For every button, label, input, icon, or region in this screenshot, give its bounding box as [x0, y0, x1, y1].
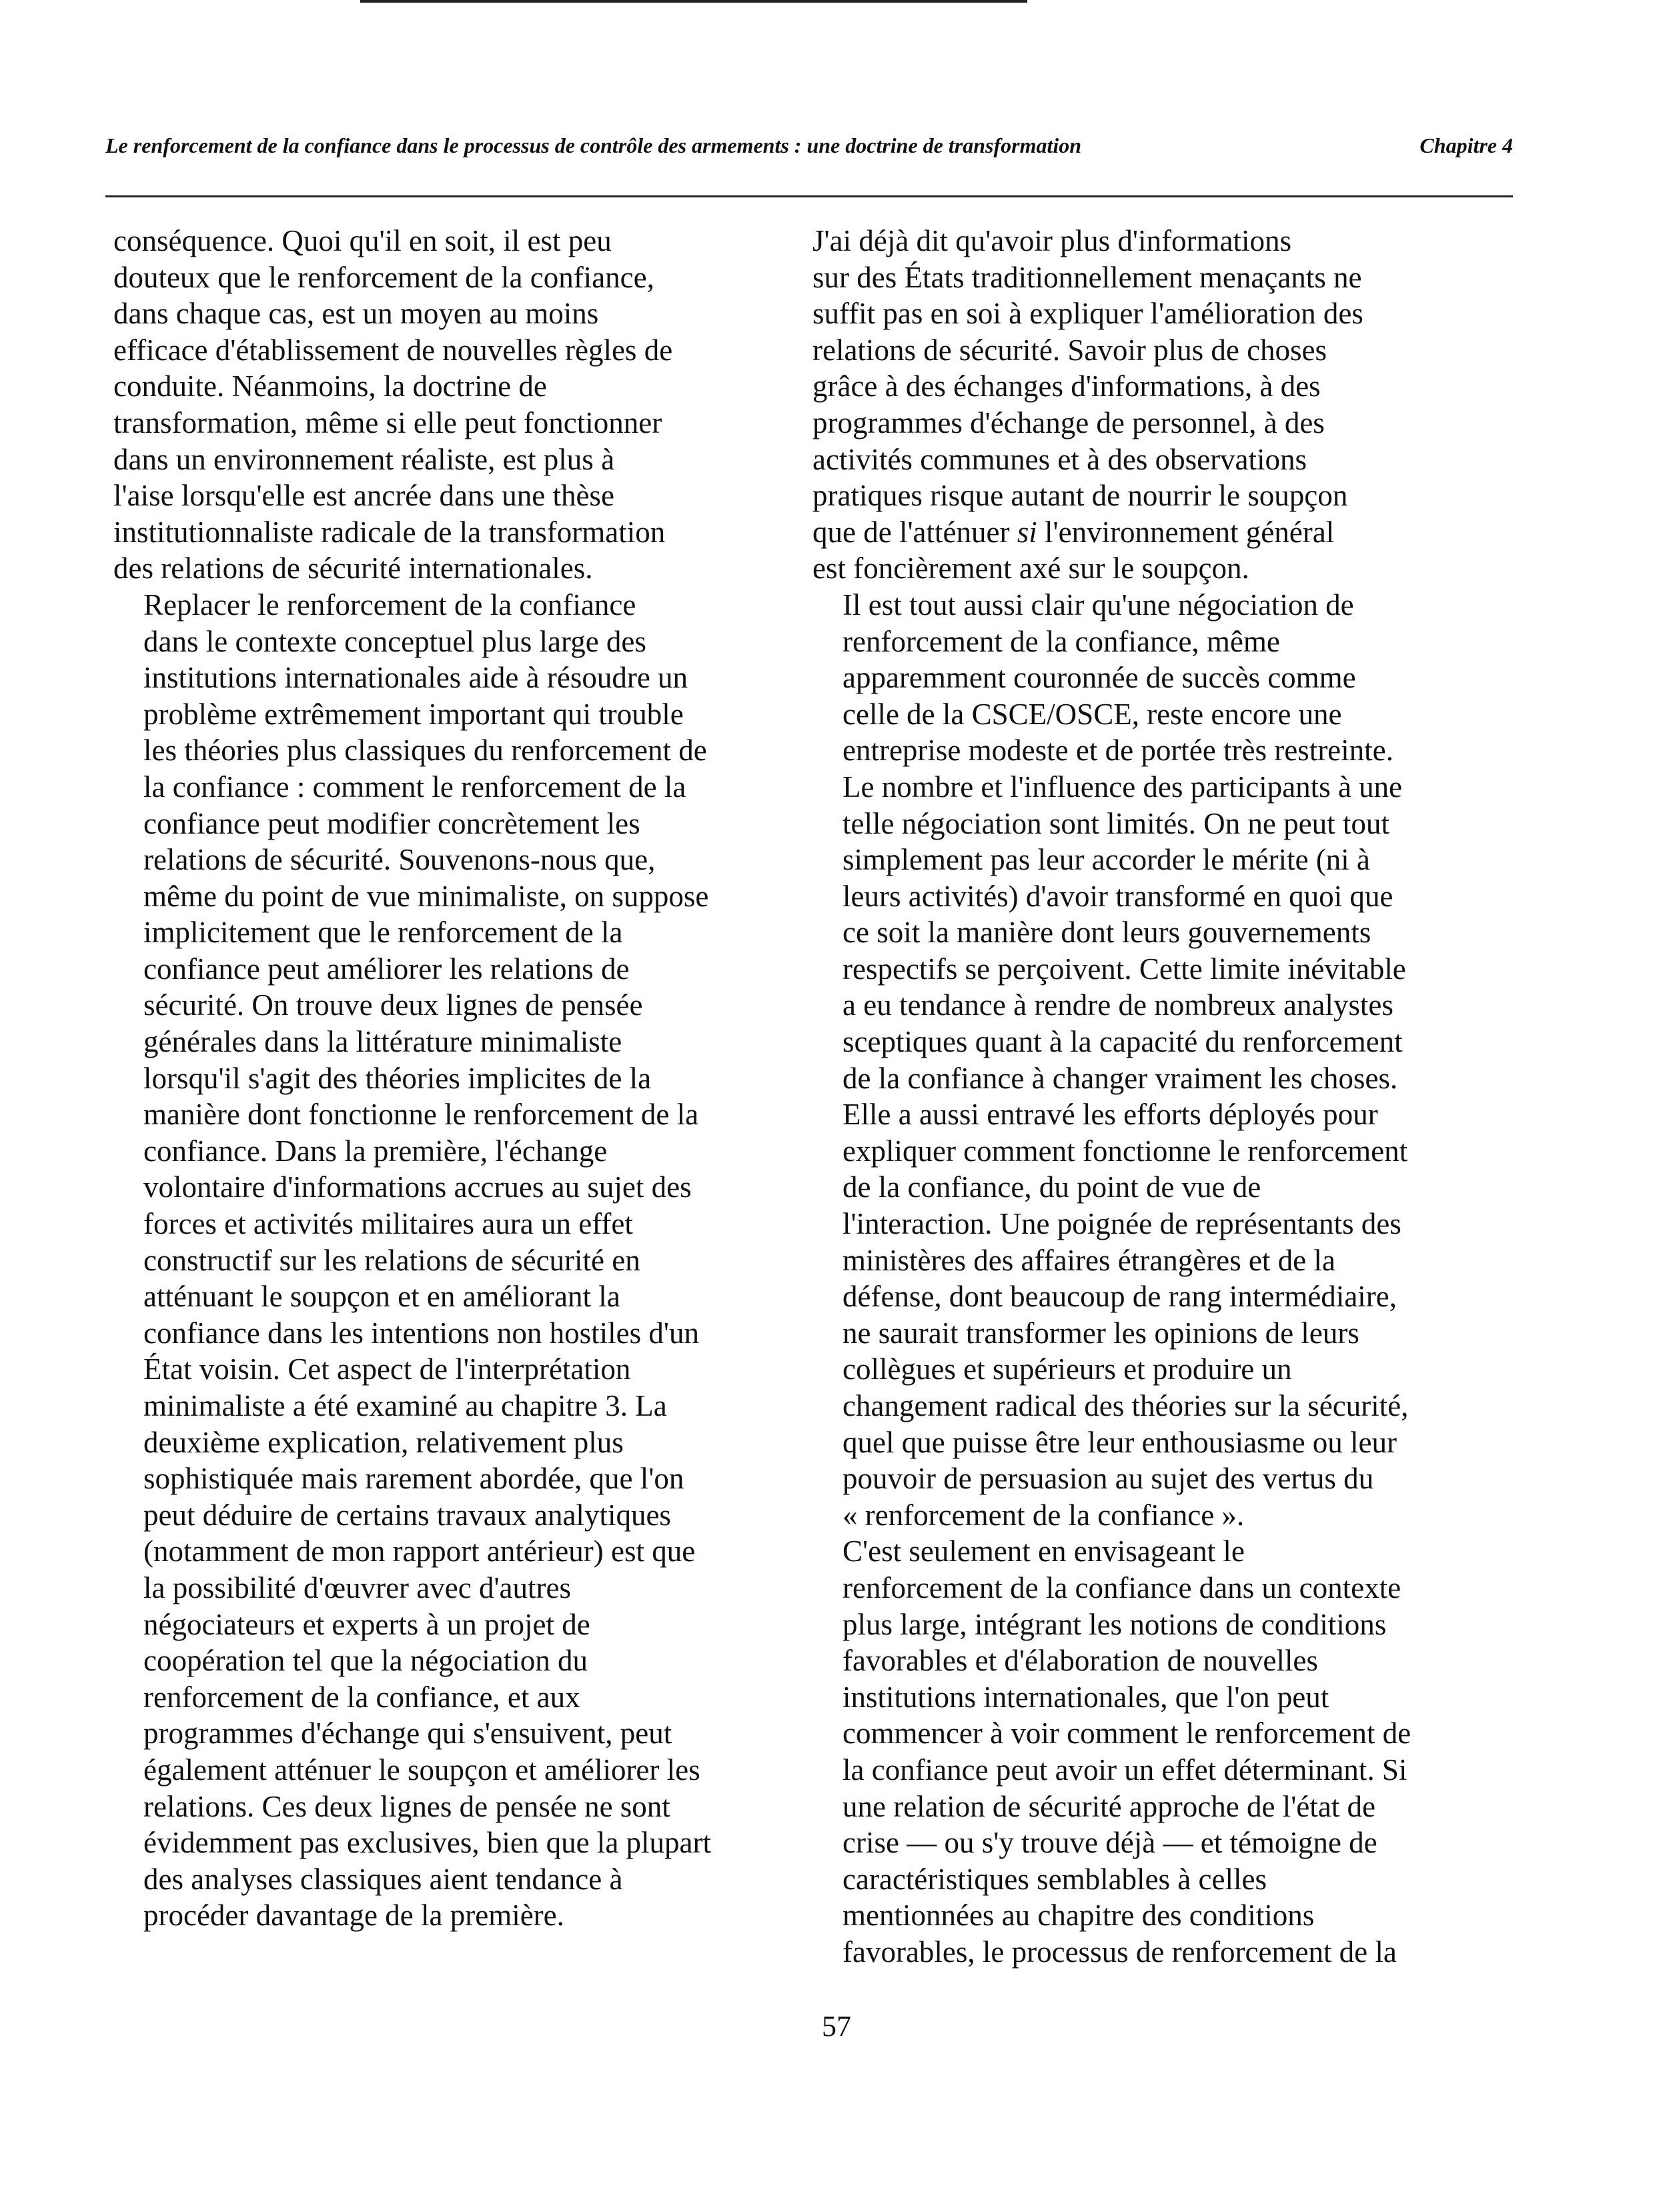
text-line: générales dans la littérature minimaliste — [143, 1025, 622, 1059]
text-line: confiance peut modifier concrètement les — [143, 806, 640, 840]
text-line: la confiance : comment le renforcement de la — [143, 770, 686, 804]
text-line: renforcement de la confiance, et aux — [143, 1680, 580, 1714]
text-line: problème extrêmement important qui trouble — [143, 697, 684, 731]
text-line: que de l'atténuer si l'environnement général — [812, 515, 1335, 549]
text-line: relations. Ces deux lignes de pensée ne sont — [143, 1789, 670, 1823]
text-line: volontaire d'informations accrues au sujet des — [143, 1170, 692, 1204]
text-line: dans chaque cas, est un moyen au moins — [113, 297, 599, 331]
text-line: des relations de sécurité internationales. — [113, 551, 593, 586]
text-line: favorables, le processus de renforcement de la — [843, 1935, 1397, 1969]
text-line: de la confiance à changer vraiment les choses. — [843, 1061, 1398, 1095]
text-line: les théories plus classiques du renforcement de — [143, 734, 707, 768]
text-line: coopération tel que la négociation du — [143, 1644, 588, 1678]
running-head-title: Le renforcement de la confiance dans le processus de contrôle des armements : une doctrine de transformation — [105, 133, 1082, 157]
text-line: telle négociation sont limités. On ne peut tout — [843, 806, 1389, 840]
text-line: conséquence. Quoi qu'il en soit, il est peu — [113, 224, 612, 257]
text-line: État voisin. Cet aspect de l'interprétation — [143, 1352, 631, 1386]
text-line: favorables et d'élaboration de nouvelles — [843, 1644, 1318, 1678]
text-line: sophistiquée mais rarement abordée, que l'on — [143, 1462, 684, 1496]
text-line: ne saurait transformer les opinions de leurs — [843, 1316, 1359, 1350]
right-column — [812, 223, 1446, 1971]
text-line: deuxième explication, relativement plus — [143, 1425, 624, 1459]
text-line: ministères des affaires étrangères et de la — [843, 1243, 1335, 1277]
text-line: changement radical des théories sur la sécurité, — [843, 1389, 1409, 1422]
text-line: activités communes et à des observations — [812, 442, 1307, 476]
text-line: Elle a aussi entravé les efforts déployés pour — [843, 1098, 1378, 1132]
text-line: suffit pas en soi à expliquer l'amélioration des — [812, 297, 1363, 331]
text-line: leurs activités) d'avoir transformé en quoi que — [843, 879, 1393, 913]
text-line: sécurité. On trouve deux lignes de pensée — [143, 988, 643, 1022]
text-line: Il est tout aussi clair qu'une négociation de — [843, 588, 1354, 622]
text-line: commencer à voir comment le renforcement de — [843, 1717, 1412, 1751]
text-line: manière dont fonctionne le renforcement de la — [143, 1098, 699, 1132]
paragraph — [113, 223, 717, 587]
text-line: relations de sécurité. Savoir plus de choses — [812, 333, 1327, 367]
text-line: sceptiques quant à la capacité du renforcement — [843, 1025, 1403, 1059]
text-line: renforcement de la confiance dans un contexte — [843, 1570, 1402, 1604]
paragraph — [812, 587, 1446, 1533]
text-line: la possibilité d'œuvrer avec d'autres — [143, 1570, 572, 1604]
text-line: quel que puisse être leur enthousiasme ou leur — [843, 1425, 1398, 1459]
text-line: caractéristiques semblables à celles — [843, 1862, 1267, 1896]
text-line: forces et activités militaires aura un effet — [143, 1207, 633, 1241]
text-line: Le nombre et l'influence des participants à une — [843, 770, 1403, 804]
text-line: mentionnées au chapitre des conditions — [843, 1899, 1315, 1933]
text-line: l'interaction. Une poignée de représentants des — [843, 1207, 1402, 1241]
text-line: C'est seulement en envisageant le — [843, 1534, 1245, 1568]
text-line: même du point de vue minimaliste, on suppose — [143, 879, 709, 913]
text-line: évidemment pas exclusives, bien que la plupart — [143, 1826, 712, 1860]
text-line: « renforcement de la confiance ». — [843, 1498, 1245, 1532]
text-line: procéder davantage de la première. — [143, 1899, 564, 1933]
text-line: constructif sur les relations de sécurité en — [143, 1243, 640, 1277]
text-line: confiance. Dans la première, l'échange — [143, 1134, 608, 1168]
left-column — [113, 223, 717, 1934]
text-line: respectifs se perçoivent. Cette limite inévitable — [843, 952, 1406, 986]
running-head-chapter: Chapitre 4 — [1420, 133, 1513, 157]
page-number: 57 — [822, 2010, 851, 2043]
text-line: négociateurs et experts à un projet de — [143, 1607, 590, 1641]
text-line: également atténuer le soupçon et améliorer les — [143, 1753, 700, 1787]
text-line: expliquer comment fonctionne le renforcement — [843, 1134, 1408, 1168]
text-line: lorsqu'il s'agit des théories implicites de la — [143, 1061, 652, 1095]
paragraph — [113, 587, 717, 1934]
text-line: défense, dont beaucoup de rang intermédiaire, — [843, 1280, 1397, 1314]
text-line: institutions internationales, que l'on peut — [843, 1680, 1329, 1714]
emphasis: si — [1017, 515, 1037, 549]
text-line: celle de la CSCE/OSCE, reste encore une — [843, 697, 1342, 731]
text-line: est foncièrement axé sur le soupçon. — [812, 551, 1249, 586]
running-header — [105, 133, 1513, 173]
top-edge-rule — [360, 0, 1027, 3]
text-line: des analyses classiques aient tendance à — [143, 1862, 623, 1896]
text-line: J'ai déjà dit qu'avoir plus d'informations — [812, 224, 1291, 257]
text-line: collègues et supérieurs et produire un — [843, 1352, 1292, 1386]
text-line: peut déduire de certains travaux analytiques — [143, 1498, 671, 1532]
text-line: (notamment de mon rapport antérieur) est que — [143, 1534, 696, 1568]
text-line: dans un environnement réaliste, est plus à — [113, 442, 615, 476]
text-line: confiance dans les intentions non hostiles d'un — [143, 1316, 699, 1350]
text-line: entreprise modeste et de portée très restreinte. — [843, 734, 1393, 768]
text-line: institutionnaliste radicale de la transformation — [113, 515, 666, 549]
text-line: relations de sécurité. Souvenons-nous que, — [143, 843, 656, 877]
text-line: conduite. Néanmoins, la doctrine de — [113, 369, 547, 403]
header-rule — [105, 195, 1513, 197]
paragraph — [812, 1533, 1446, 1970]
text-line: grâce à des échanges d'informations, à des — [812, 369, 1321, 403]
text-line: simplement pas leur accorder le mérite (ni à — [843, 843, 1370, 877]
text-line: apparemment couronnée de succès comme — [843, 661, 1356, 695]
text-line: une relation de sécurité approche de l'état de — [843, 1789, 1375, 1823]
text-line: institutions internationales aide à résoudre un — [143, 661, 688, 695]
text-line: renforcement de la confiance, même — [843, 624, 1280, 658]
text-line: efficace d'établissement de nouvelles règles de — [113, 333, 673, 367]
text-line: crise — ou s'y trouve déjà — et témoigne de — [843, 1826, 1377, 1860]
text-line: l'aise lorsqu'elle est ancrée dans une thèse — [113, 479, 614, 513]
text-line: programmes d'échange de personnel, à des — [812, 405, 1325, 439]
text-line: transformation, même si elle peut fonctionner — [113, 405, 662, 439]
text-line: de la confiance, du point de vue de — [843, 1170, 1261, 1204]
text-line: a eu tendance à rendre de nombreux analystes — [843, 988, 1393, 1022]
text-line: plus large, intégrant les notions de conditions — [843, 1607, 1387, 1641]
text-line: minimaliste a été examiné au chapitre 3. La — [143, 1389, 667, 1422]
paragraph — [812, 223, 1446, 587]
text-line: ce soit la manière dont leurs gouvernements — [843, 916, 1371, 950]
text-line: dans le contexte conceptuel plus large des — [143, 624, 646, 658]
text-line: douteux que le renforcement de la confiance, — [113, 260, 654, 294]
text-line: la confiance peut avoir un effet déterminant. Si — [843, 1753, 1408, 1787]
text-line: confiance peut améliorer les relations de — [143, 952, 630, 986]
text-line: atténuant le soupçon et en améliorant la — [143, 1280, 620, 1314]
text-line: Replacer le renforcement de la confiance — [143, 588, 636, 622]
text-line: programmes d'échange qui s'ensuivent, peut — [143, 1717, 672, 1751]
text-line: sur des États traditionnellement menaçants ne — [812, 260, 1362, 294]
text-line: implicitement que le renforcement de la — [143, 916, 623, 950]
text-line: pratiques risque autant de nourrir le soupçon — [812, 479, 1348, 513]
text-line: pouvoir de persuasion au sujet des vertus du — [843, 1462, 1374, 1496]
